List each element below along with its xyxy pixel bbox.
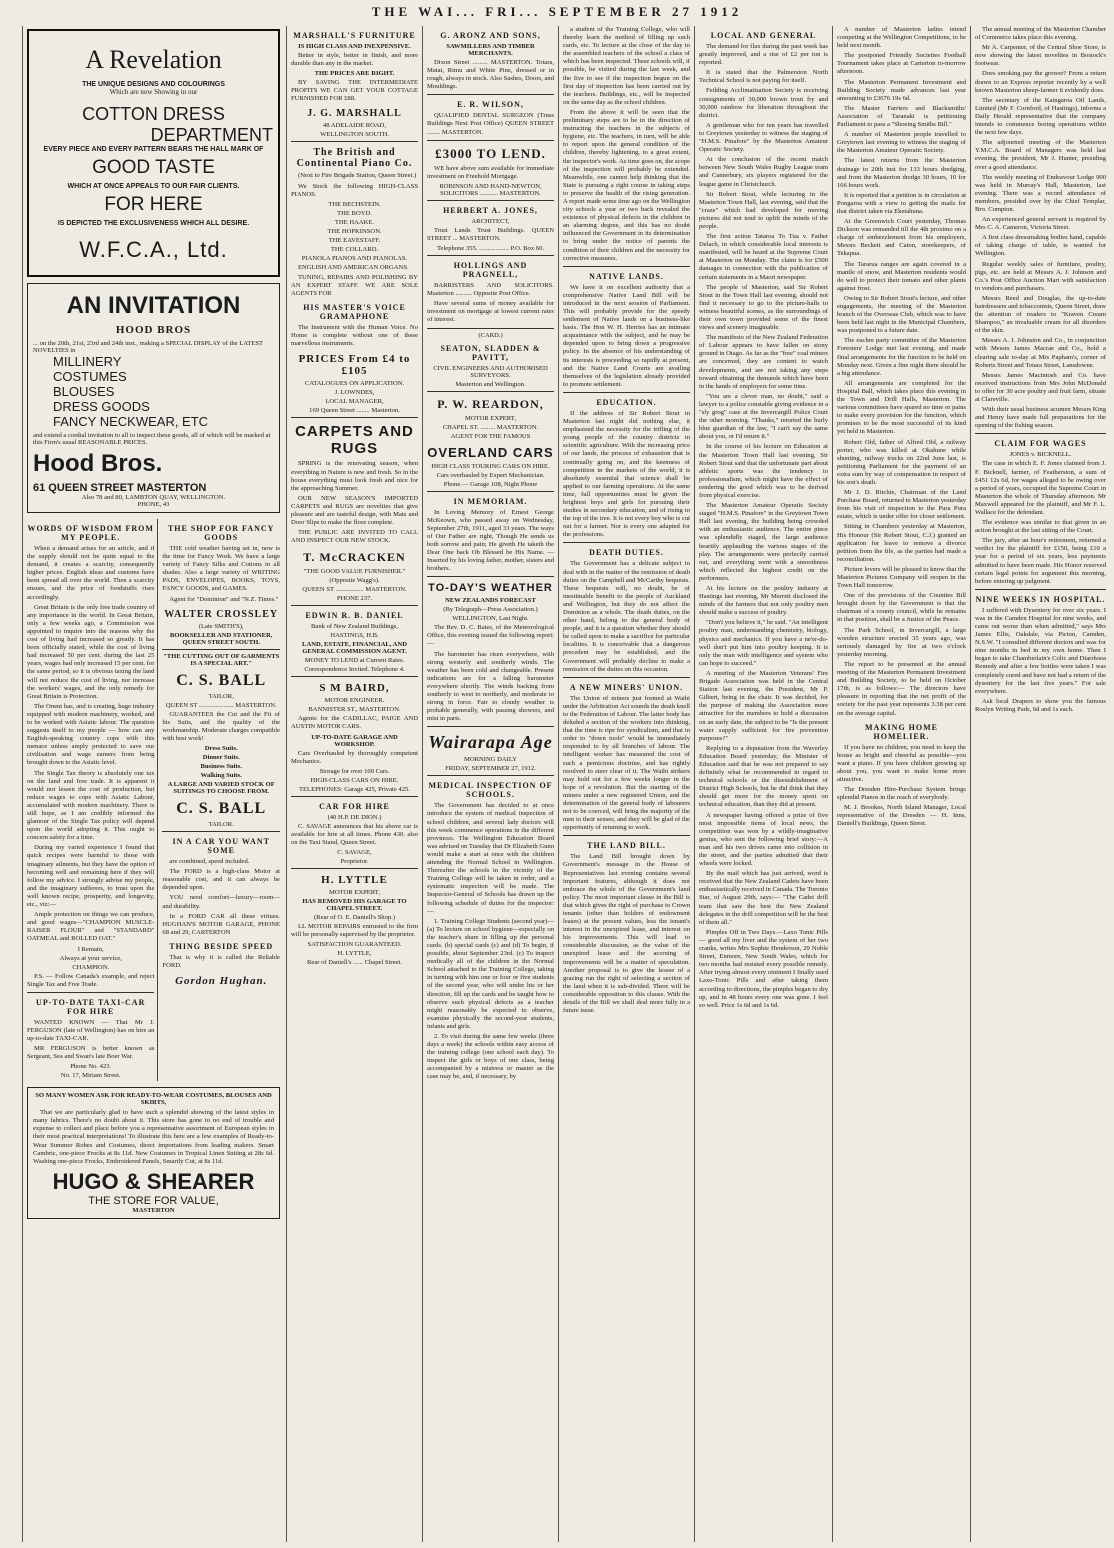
local-p18: By the mail which has just arrived, word is received that the New Zealand Cadets have been enthusiastically received in Canada. The Toronto Star, of August 29th, says:— "The Cadet drill team that saw the best the New Zealand delegates in the drill competition will be the best of them all." <box>699 870 828 926</box>
lyttle-p5: Rear of Daniell's ...... Chapel Street. <box>307 959 402 967</box>
landbill-p: The Land Bill brought down by Government's message in the House of Representatives last evening contains several important features, although it does not embrace the whole of the Government's land policy. The most important clause in the Bill is that which gives the right of purchase to Crown tenants (other than holders of endowment leases) at the present values, less the tenant's interest in the unexpired lease, and interest on his improvements. This will lead to considerable discussion, as the value of the unexpired lease and the accruing of improvements will be a matter of speculation. Another proposal is to give the lessee of a grazing run the right of selecting a section of the land when it is sub-divided. There will be considerable opposition to this clause. With the details of the Bill we shall deal more fully in a future issue. <box>563 853 690 1015</box>
ball-suit-1: Dress Suits. <box>204 745 238 753</box>
local-p10: "You are a clever man, no doubt," said a lawyer to a police constable giving evidence in a "sly grog" case at the Invercargill Police Court the other morning. "Thanks," retorted the burly blue guardian of the law, "I can't say the same about you, or I'd return it." <box>699 392 828 441</box>
ball-suit-3: Business Suits. <box>200 763 242 771</box>
invitation-item-2: COSTUMES <box>53 369 127 384</box>
piano-p3: ENGLISH AND AMERICAN ORGANS. <box>298 263 409 271</box>
col7-p9: The Tararua ranges are again covered in a mantle of snow, and Masterton residents would do well to protect their tomato and other plants against frost. <box>837 260 966 292</box>
col8-p6: The weekly meeting of Endeavour Lodge 900 was held in Murray's Hall, Masterton, last evening. There was a record attendance of members, presided over by the Chief Templar, Bro. Compton. <box>975 173 1106 213</box>
daniel-p3: LAND, ESTATE, FINANCIAL, AND GENERAL COMMISSION AGENT. <box>302 641 407 656</box>
local-p1: The demand for flax during the past week has greatly improved, and a rise of £2 per ton is reported. <box>699 43 828 67</box>
col7-p10: Owing to Sir Robert Stout's lecture, and other engagements, the meeting of the Masterton branch of the Overseas Club, which was to have been held last night in the Municipal Chambers, was postponed to a future date. <box>837 294 966 335</box>
mccracken-phone: PHONE 237. <box>336 595 373 603</box>
marshall-sub: IS HIGH CLASS AND INEXPENSIVE. <box>298 43 411 50</box>
seaton-p: CIVIL ENGINEERS AND AUTHORISED SURVEYORS. <box>433 364 548 379</box>
col7-p6: The latest returns from the Masterton drainage to 20th inst for 133 hours dredging, and from the Masterton dredge 30 hours, 10 for 166 hours work. <box>837 157 966 189</box>
daniel-p5: Correspondence Invited. Telephone 4. <box>304 666 405 674</box>
local-p3: Feilding Acclimatisation Society is receiving consignments of 30,000 brown trout fry and 30,000 rainbow for liberation throughout the district. <box>699 87 828 119</box>
death-title: DEATH DUTIES. <box>589 548 664 558</box>
miners-p: The Union of miners just formed at Waihi under the Arbitration Act sounds the death knell to the Federation of Labour. The latter body has deluded a section of the workers into thinking, that the time is ripe for syndicalism, and that in order to "down tools" would be immediately responded to by all branches of labour. The intelligent worker has measured the cost of such a pernicious doctrine, and has rightly resolved to steer clear of it. The Waihi strikers may hold out for a few weeks longer in the hope of a revolution. But the starting of the miners under a new registered Union, and the determination of the general body of labourers not to be coerced, will bring the majority of the men to their senses, and they will be glad of the opportunity of returning to work. <box>563 694 690 832</box>
revelation-good-taste: GOOD TASTE <box>92 157 215 178</box>
paper-date: FRIDAY, SEPTEMBER 27, 1912. <box>445 765 536 773</box>
hire-title: CAR FOR HIRE <box>319 801 390 811</box>
piano-address: 169 Queen Street ........ Masterton. <box>309 407 400 415</box>
col8-p3: Does smoking pay the grower? From a return drawn to an Express reporter recently by a well known Masterton sheep-farmer it evidently does. <box>975 70 1106 94</box>
carpets-title: CARPETS AND RUGS <box>295 423 414 458</box>
col7-p2: The postponed Friendly Societies Football Tournament takes place at Carterton to-morrow afternoon. <box>837 52 966 76</box>
col8-p7: An experienced general servant is required by Mrs C. A. Cameron, Victoria Street. <box>975 216 1106 232</box>
wisdom-title: WORDS OF WISDOM FROM MY PEOPLE. <box>27 524 154 542</box>
weather-title: TO-DAY'S WEATHER <box>428 582 553 595</box>
weather-sub: NEW ZEALANDS FORECAST <box>445 597 536 605</box>
education-title: EDUCATION. <box>596 397 657 407</box>
fancy-title: THE SHOP FOR FANCY GOODS <box>167 524 275 542</box>
jones-tel: Telephone 355. .................. P.O. Box 60. <box>436 245 545 253</box>
column-3 <box>286 26 422 1542</box>
col7-p3: The Masterton Permanent Investment and Building Society made advances last year amounting to £3676 19s 6d. <box>837 78 966 102</box>
marshall-name: J. G. MARSHALL <box>307 108 402 120</box>
lend-title: £3000 TO LEND. <box>435 145 546 161</box>
landbill-title: THE LAND BILL. <box>587 841 666 851</box>
reardon-big: OVERLAND CARS <box>427 444 554 460</box>
invitation-item-3: BLOUSES <box>53 384 115 399</box>
reardon-name: P. W. REARDON, <box>437 396 544 411</box>
seaton-p2: Masterton and Wellington. <box>455 380 526 388</box>
invitation-intro: ... on the 20th, 21st, 23rd and 24th inst., making a SPECIAL DISPLAY of the LATEST NOVELTIES in <box>33 340 263 354</box>
reardon-address: CHAPEL ST. ......... MASTERTON. <box>442 423 539 431</box>
claim-p: The case in which E. F. Jones claimed from J. F. Bicknell, farmer, of Featherston, a sum of £451 12s 6d, for wages alleged to be owing over a period of years, occupied the Supreme Court in Masterton the whole of Thursday afternoon. Mr Maxwell appeared for the plaintiff, and Mr F. L. Wallace for the defendant. <box>975 460 1106 516</box>
fancy-p1: THE cold weather having set in, now is the time for Fancy Work. We have a large variety of Fancy Silks and Cottons in all shades. Also a large variety of WRITING PADS, ENVELOPES, BOOKS, TOYS, FANCY GOODS, and GAMES. <box>162 545 280 593</box>
native-p: We have it on excellent authority that a comprehensive Native Land Bill will be introduced in the next session of Parliament. This will probably provide for the speedy settlement of Native lands on a business-like basis. The Hon W. H. Herries has an intimate acquaintance with the subject, and he may be depended upon to bring down a progressive policy. In the absence of his understanding of its interests is proceeding so rapidly at present, and the Native Land Courts are availing themselves of the legislation already provided to promote settlement. <box>563 283 690 388</box>
hire-name: C. SAVAGE, <box>337 849 372 856</box>
hood-bros-phone: PHONE, 43 <box>137 501 170 508</box>
claim-p3: The jury, after an hour's retirement, returned a verdict for the plaintiff for £150, being £10 a year for a period of six years, less payments admitted to have been made. His Honor reserved certain legal points for argument this morning, before entering up judgment. <box>975 537 1106 585</box>
col7-p1: A number of Masterton ladies intend competing at the Wellington Competitions, to be held next month. <box>837 26 966 50</box>
col5-p2: From the above it will be seen that the preliminary steps are to be in the direction of instructing the teachers in the subjects of hygiene, etc. The teachers, in turn, will be able to report upon the general condition of the children, thereby lightening, to a great extent, the inspector's work. As time goes on, the scope of the inspection will probably be extended. Meanwhile, one cannot help thinking that the State is pursuing a right course in taking steps to preserve the health of the rising generation. A report made some time ago on the Wellington city schools a year or two back revealed the existence of physical defects in the children in an alarming degree, and this has no doubt influenced the Government in its determination to bring under the notice of parents the condition of their children and the necessity for corrective measures. <box>563 108 690 262</box>
carpets-p3: THE PUBLIC ARE INVITED TO CALL AND INSPECT OUR NEW STOCK. <box>291 529 418 545</box>
paper-sub: MORNING DAILY <box>463 756 517 764</box>
local-p5: At the conclusion of the recent match between New South Wales Rugby League team and Canterbury, six players registered for the league game in Christchurch. <box>699 156 828 188</box>
column-6 <box>694 26 832 1542</box>
crossley-trade: BOOKSELLER AND STATIONER, QUEEN STREET SOUTH. <box>169 631 273 646</box>
invitation-title: AN INVITATION <box>66 292 241 319</box>
col8-p4: The secretary of the Kaingaroa Oil Lands, Limited (Mr F. Cornford, of Hastings), informs a Daily Herald representative that the company intends to commence boring operations within the next few days. <box>975 96 1106 137</box>
piano-item-6: THE COLLARD. <box>330 245 379 253</box>
car-p5: That is why it is called the Reliable FORD. <box>162 953 280 969</box>
column-8 <box>970 26 1110 1542</box>
baird-address: BANNISTER ST., MASTERTON. <box>308 706 401 714</box>
piano-p4: TUNING, REPAIRS AND POLISHING BY AN EXPERT STAFF. WE ARE SOLE AGENTS FOR <box>291 273 418 298</box>
seaton-tag: (CARD.) <box>478 331 503 339</box>
revelation-hallmark: EVERY PIECE AND EVERY PATTERN BEARS THE HALL MARK OF <box>43 146 264 153</box>
car-p3: YOU need comfort—luxury—room—and durability. <box>162 894 280 910</box>
piano-item-4: THE HOPKINSON. <box>327 227 382 235</box>
jones-name: HERBERT A. JONES, <box>443 205 538 215</box>
local-p17: A newspaper having offered a prize of five most impossible items of local news, the competition was won by a wildly-imaginative genius, who sent the following brief story:—A man and his two drives came into collision in the street, and the parties admitted that their wheels were locked. <box>699 811 828 868</box>
medical-p1: The Government has decided to at once introduce the system of medical inspection of school children, and several lady doctors will this week commence operations in the different provinces. The Wellington Education Board was advised on Tuesday that Dr Elizabeth Gunn would make a start at once with the children attending the Normal School in Wellington. Thereafter the schools in the vicinity of the Training College will be taken in order, and a systematic inspection will be made. The Inspector-General of Schools has drawn up the following schedule of duties for the inspector:— <box>427 802 554 915</box>
invitation-item-5: FANCY NECKWEAR, ETC <box>53 414 209 429</box>
mccracken-address: QUEEN ST ................. MASTERTON. <box>302 586 407 594</box>
piano-item-3: THE HAAKE. <box>334 218 375 226</box>
invitation-outro: and extend a cordial invitation to all to inspect these goods, all of which will be marked at this Firm's usual REASONABLE PRICES. <box>33 432 271 446</box>
local-general-title: LOCAL AND GENERAL <box>710 31 817 40</box>
car-p2: The FORD is a high-class Motor at reasonable cost, and it can always be depended upon. <box>162 868 280 892</box>
lyttle-role: MOTOR EXPERT, <box>328 889 380 896</box>
col7-p4: The Master Farriers and Blacksmiths' Association of Taranaki is petitioning Parliament to pass a "Shoeing Smiths Bill." <box>837 104 966 129</box>
invitation-item-4: DRESS GOODS <box>53 399 150 414</box>
car-p4: In a FORD CAR all these virtues. HUGHAN'S MOTOR GARAGE, PHONE 68 and 29, CARTERTON <box>162 912 280 936</box>
taxi-title: UP-TO-DATE TAXI-CAR FOR HIRE <box>36 997 146 1016</box>
lyttle-name: H. LYTTLE <box>321 874 388 886</box>
ball-suit-4: Walking Suits. <box>200 772 242 780</box>
lend-names: ROBINSON AND HAND-NEWTON, SOLICITORS ........... MASTERTON. <box>439 182 542 197</box>
local-p7: The first action Tataroa To Tua v. Father Delach, in which considerable local interests is manifested, will be heard at the Supreme Court at Masterton on Monday. The claim is for £500 damages in connection with the publication of certain statements in a Maori newspaper. <box>699 233 828 281</box>
invitation-from: HOOD BROS <box>115 324 192 336</box>
column-4 <box>422 26 558 1542</box>
weather-p2: The barometer has risen everywhere, with strong westerly and southerly winds. The weather has been cold and changeable. Present indications are for a falling barometer everywhere shortly. The winds backing from southerly to west to northerly, and moderate to strong in force. Fair to cloudy weather is probable generally, with passing showers, and mist in parts. <box>427 650 554 723</box>
local-p8: The people of Masterton, said Sir Robert Stout in the Town Hall last evening, should not find it necessary to go to the picture-halls to witness beautiful scenes, as the surroundings of their own town provided some of the finest views and scenery imaginable. <box>699 283 828 332</box>
crossley-name: WALTER CROSSLEY <box>164 608 279 620</box>
mccracken-opp: (Opposite Wagg's). <box>329 577 380 585</box>
lyttle-p: (Rear of O. E. Daniell's Shop.) <box>313 914 396 921</box>
mccracken-name: T. McCRACKEN <box>303 550 406 565</box>
wisdom-p2: Great Britain is the only free trade country of any importance in the world. In Great Britain, only a few weeks ago, a Commission was appointed to inquire into the reasons why the cost of living had increased so greatly. It has been officially stated, while the cost of living had increased 50 per cent. during the last 25 years, wages had only increased 15 per cent. for the same period, so it is obvious taxing the land will not reduce the cost of living, nor increase the workers' wages, and the only remedy for Great Britain is Protection. <box>27 603 155 700</box>
piano-manager: J. LOWNDES, <box>334 389 375 397</box>
revelation-ad <box>27 29 280 277</box>
baird-p2: UP-TO-DATE GARAGE AND WORKSHOP. <box>311 733 398 748</box>
piano-item-5: THE EAVESTAFF. <box>328 236 381 244</box>
col8-p2: Mr A. Carpenter, of the Central Shoe Store, is now showing the latest novelties in Bostock's footwear. <box>975 44 1106 68</box>
revelation-brand: W.F.C.A., Ltd. <box>79 237 228 262</box>
nine-weeks-p2: Ask local Drapers to show you the famous Roslyn Writing Pads, 6d and 1s each. <box>975 697 1106 713</box>
hugo-tag: THE STORE FOR VALUE, <box>88 1194 219 1207</box>
piano-prices: PRICES From £4 to £105 <box>298 353 411 378</box>
wilson-p: QUALIFIED DENTAL SURGEON (Truss Buildings Next Post Office) QUEEN STREET ........ MASTERTON. <box>427 112 554 136</box>
ball2-trade: TAILOR. <box>208 821 234 829</box>
paper-title: Wairarapa Age <box>428 732 553 753</box>
jones-p: Trust Lands Trust Buildings. QUEEN STREET ... MASTERTON. <box>427 226 554 242</box>
col7-p13: Robert Old, father of Alfred Old, a railway porter, who was killed at Okahune while shunting, railway trucks on 22nd June last, is petitioning Parliament for the payment of an extra sum by way of compensation in respect of his son's death. <box>837 438 966 486</box>
wisdom-p1: When a demand arises for an article, and if the supply should not be quite equal to the demand, it creates a scarcity, consequently higher prices. English ideas and customs have been spread all over the world. Then a scarcity ensues, and the price of foodstuffs rises accordingly. <box>27 545 155 601</box>
wisdom-column <box>27 519 158 1081</box>
wisdom-p3: The Onent has, and is creating, huge industry equipped with modern machinery, worked, and to be worked with Asiatic labour. The question suggests itself to my people — how can any English-speaking country cope with this menace unless amply protected to save our civilisation and wage earners from being brought down to the Asiatic level. <box>27 702 155 767</box>
marshall-p2: BY SAVING THE INTERMEDIATE PROFITS WE CAN GET YOUR COTTAGE FURNISHED FOR £88. <box>291 79 418 103</box>
piano-hmv: HIS MASTER'S VOICE GRAMAPHONE <box>303 303 406 322</box>
col8-p1: The annual meeting of the Masterton Chamber of Commerce takes place this evening. <box>975 26 1106 42</box>
piano-item-7: PIANOLA PIANOS AND PIANOLAS. <box>301 254 408 262</box>
marshall-address: 48 ADELAIDE ROAD, <box>322 122 387 130</box>
medical-p3: 2. To visit during the same few weeks (three days a week) the schools within easy access of the training college (one school each day). To inspect the girls or boys of one class, being accompanied by a mistress or master as the case may be, and, if necessary, by <box>427 1033 554 1081</box>
col7-p7: It is reported that a petition is in circulation at Pongaroa with a view to getting the mails for that district taken via Eketahuna. <box>837 191 966 215</box>
medical-p2: 1. Training College Students (second year)—(a) To lecture on school hygiene—especially on the teacher's share in filling up the personal cards. (b) special cards (c) and (d) To begin, if possible, about September 23rd. (c) To inspect medically all of the children in the Normal School attached to the Training College, taking in turning with him one or four or five students of the second year, who will under his or her direction, fill up the cards and be taught how to observe such physical defects as a teacher might reasonably be expected to observe, examine physically the second-year students, infants and girls. <box>427 917 554 1030</box>
hugo-l1: SO MANY WOMEN ASK FOR READY-TO-WEAR COSTUMES, BLOUSES AND SKIRTS, <box>35 1092 272 1107</box>
hugo-shearer-ad <box>27 1087 280 1219</box>
carpets-p2: OUR NEW SEASON'S IMPORTED CARPETS and RUGS are novelties that give pleasure and are tasteful design, with Mats and Door Slips to make the floor complete. <box>291 494 418 527</box>
column-1 <box>22 26 284 1542</box>
shop-column <box>162 519 280 1081</box>
piano-role: LOCAL MANAGER, <box>325 398 384 406</box>
baird-p5: HIGH-CLASS CARS ON HIRE. <box>310 776 399 784</box>
lend-p: WE have above sum available for immediate investment on Freehold Mortgage. <box>427 164 554 180</box>
daniel-name: EDWIN R. B. DANIEL <box>305 611 404 621</box>
col7-p11: The euchre party committee of the Masterton Foresters' Lodge met last evening, and made final arrangements for the function to be held on Monday next. Given a fine night there should be a big attendance. <box>837 337 966 377</box>
col7-p19: The report to be presented at the annual meeting of the Masterton Permanent Investment and Building Society, to be held on October 17th, is as follows:— The directors have pleasure in reporting that the net profit of the society for the past year represents 3.38 per cent on the average capital. <box>837 660 966 717</box>
col7-p18: The Park School, in Invercargill, a large wooden structure erected 35 years ago, was seriously damaged by fire at two o'clock yesterday morning. <box>837 626 966 658</box>
wisdom-p6: Ample protection on things we can produce, and good wages—"CHAMPION MUSCLE-RAISER FLOUR" and "STANDARD" OATMEAL and ROLLED OAT." <box>27 911 155 943</box>
reardon-role: MOTOR EXPERT, <box>464 414 516 422</box>
col7-p12: All arrangements are completed for the Hospital Ball, which takes place this evening in the Town and Drill Halls, Masterton. The various committees have spared no time or pains to make every provision for the function, which promises to be the most successful of its kind yet held in Masterton. <box>837 379 966 436</box>
revelation-appeals: WHICH AT ONCE APPEALS TO OUR FAIR CLIENTS. <box>67 183 240 190</box>
hire-sub: (40 H.P. DE DION.) <box>327 813 382 821</box>
col7-p14: Mr J. D. Ritchie, Chairman of the Land Purchase Board, returned to Masterton yesterday from his visit of inspection to the Pura Pura estate, which is under offer for closer settlement. <box>837 489 966 521</box>
taxi-phone: Phone No. 423. <box>70 1063 112 1071</box>
revelation-title: A Revelation <box>85 45 222 74</box>
reardon-p4: Phone.— Garage 108, Night Phone <box>443 480 538 488</box>
death-p: The Government has a delicate subject to deal with in the matter of the remission of death duties on the Campbell and McCarthy bequests. These bequests will, no doubt, be of inestimable benefit to the people of Auckland and Wellington, but they do not affect the Dominion as a whole. The death duties, on the other hand, belong to the general body of people, and it is a question whether they should be called upon to make a sacrifice for particular localities. It is conceivable that a dangerous precedent may be established, and the Government will probably decline to make a remission of the duties on this occasion. <box>563 560 690 673</box>
wisdom-sig-3: CHAMPION. <box>72 963 110 971</box>
daniel-p2: HASTINGS, H.B. <box>330 632 379 640</box>
invitation-ad <box>27 283 280 513</box>
miners-title: A NEW MINERS' UNION. <box>569 682 684 692</box>
local-p14: "Don't you believe it," he said. "An intelligent poultry man, understanding chemistry, biology, physics and mechanics. If you have a ne'er-do-well don't put him into poultry keeping. It is only the man with intelligence and system who can hope to succeed." <box>699 619 828 667</box>
hood-bros-brand: Hood Bros. <box>33 450 163 477</box>
weather-p1: The Rev. D. C. Bates, of the Meteorological Office, this evening issued the following report:— <box>427 624 554 648</box>
revelation-exclusiveness: IS DEPICTED THE EXCLUSIVENESS WHICH ALL DESIRE. <box>57 220 250 227</box>
local-p12: The Masterton Amateur Operatic Society staged "H.M.S. Pinafore" in the Greytown Town Hall last evening, the building being crowded with an enthusiastic audience. The entire piece was splendidly staged, the large audience heartily applauding the various stages of the play. The arrangements were perfectly carried out, and everything went with a smoothness which reflected the highest credit on the performers. <box>699 502 828 582</box>
baird-p4: Storage for over 100 Cars. <box>319 767 390 775</box>
baird-name: S M BAIRD, <box>319 682 390 695</box>
col7-p17: One of the provisions of the Counties Bill brought down by the Government is that the chairman of a county council, while he remains in that position, shall be a Justice of the Peace. <box>837 592 966 624</box>
wisdom-p4: The Single Tax theory is absolutely one tax on the land and free trade. It is apparent it would not lessen the cost of production, but reduce wages to cope with Asiatic Labour, accumulated with modern machinery. There is still hope, as I am credibly informed the glamour of the Single Tax policy will depend upon the world adopting it. This ought to concern safety for a time. <box>27 769 155 842</box>
col8-p8: A first class dressmaking bodies hand, capable of taking charge of table, is wanted for Wellington. <box>975 234 1106 258</box>
hire-p: C. SAVAGE announces that his above car is available for hire at all times. Phone 430. also on the Taxi Stand, Queen Street. <box>291 822 418 846</box>
ball-p: GUARANTEES the Cut and the Fit of his Suits, and the quality of the workmanship. Moderate charges compatible with best work! <box>162 710 280 742</box>
taxi-address: No. 17, Miriam Street. <box>60 1072 121 1080</box>
local-p9: The manifesto of the New Zealand Federation of Labour appears to have fallen on stony ground in Otago. As far as the "free" coal miners are concerned, they are content to watch developments, and are not taking any steps toward obtaining the demands which have been in the hands of employers for some time. <box>699 334 828 390</box>
car-slogan: THING BESIDE SPEED <box>169 941 274 951</box>
col8-p9: Regular weekly sales of furniture, poultry, pigs, etc. are held at Messrs A. J. Johnson and Co.'s Post Office Auction Mart with satisfaction to vendors and purchasers. <box>975 260 1106 292</box>
col7-p16: Picture lovers will be pleased to know that the Masterton Pictures Company will reopen in the Town Hall tomorrow. <box>837 565 966 590</box>
memoriam-p: In Loving Memory of Ernest George McKeown, who passed away on Wednesday, September 27th, 1911, aged 33 years. The ways of Our Father are right, Though He sends us both sorrow and pain; He giveth He taketh the Dear One back Oh Blessed be His Name. — Inserted by his loving father, mother, sisters and brothers. <box>427 508 554 573</box>
marshall-p1: Better in style, better in finish, and more durable than any in the market. <box>291 52 418 68</box>
column-5 <box>558 26 694 1542</box>
car-title: IN A CAR YOU WANT SOME <box>172 837 270 856</box>
local-p2: It is stated that the Palmerston North Technical School is not paying for itself. <box>699 69 828 85</box>
col7-p23: M. J. Brookes, North Island Manager, Local representative of the Dresden — H. Inns, Daniell's Buildings, Queen Street. <box>837 804 966 828</box>
col7-p22: The Dresden Hire-Purchase System brings splendid Pianos in the reach of everybody. <box>837 786 966 802</box>
reardon-p2: HIGH CLASS TOURING CARS ON HIRE. <box>431 462 550 470</box>
medical-title: MEDICAL INSPECTION OF SCHOOLS. <box>428 781 553 800</box>
col7-p15: Sitting in Chambers yesterday at Masterton, His Honour (Sir Robert Stout, C.J.) granted an application for leave to remove a divorce petition from the file, as the parties had made a reconciliation. <box>837 523 966 563</box>
piano-catalogues: CATALOGUES ON APPLICATION. <box>304 380 405 388</box>
nine-weeks-p: I suffered with Dysentery for over six years. I was in the Camden Hospital for nine weeks, and came out worse than when admitted," says Mrs James Ellis, Oakdale, via Picton, Camden, N.S.W. "I consulted different doctors and was for nine months in bed in my own home. Then I began to take Chamberlain's Colic and Diarrhoea Remedy and after a few bottles were taken I was completely cured and have not had a return of the dysentery for the last five years." For sale everywhere. <box>975 606 1106 695</box>
wilson-name: E. R. WILSON, <box>457 100 524 110</box>
revelation-department: DEPARTMENT <box>150 125 273 145</box>
local-p19: Pimples Off in Two Days.—Laxo Tonic Pills — good all my liver and the system of her two cranks, writes Mrs Sophie Henderson, 29 Noble Street, Enmore, New South Wales, which for two months had resisted every possible remedy. After trying almost every ointment I finally used Laxo-Tonic Pills and after taking them according to directions, the pimples began to dry up, and in 48 hours every one was gone. I feel so well. Price 1s 6d and 1s 6d. <box>699 928 828 1009</box>
col8-p12: Messrs James Macintosh and Co. have received instructions from Mrs John McDonald to offer for 30 acre poultry and fruit farm, situate at Clareville. <box>975 371 1106 404</box>
local-p4: A gentleman who for ten years has travelled to Greytown yesterday to witness the staging of "H.M.S. Pinafore" by the Masterton Amateur Operatic Society. <box>699 121 828 154</box>
seaton-name: SEATON, SLADDEN & PAVITT, <box>440 343 541 362</box>
hollings-name: HOLLINGS AND PRAGNELL, <box>453 261 528 280</box>
ball2-name: C. S. BALL <box>176 800 267 818</box>
piano-p5: The Instrument with the Human Voice. No Home is complete without one of these marvellous instruments. <box>291 324 418 348</box>
lyttle-p4: H. LYTTLE, <box>337 950 372 958</box>
nine-weeks-title: NINE WEEKS IN HOSPITAL. <box>975 594 1106 604</box>
saw-p: Dixon Street ......... MASTERTON. Totara, Matai, Rimu and White Pine, dressed or in rough, always in stock. Also Sashes, Doors, and Mouldings. <box>427 59 554 91</box>
hugo-p: That we are particularly glad to have such a splendid showing of the latest styles in many fabrics. There's no doubt about it. This store has gone to no end of trouble and expense to collect and place before you a representative assortment of European styles in their most practical interpretations! To illustrate this here are a few examples of Ready-to-Wear Summer Robes and Costumes, direct importations from leading makers. Smart Cambric, one-piece Frocks at 8s 11d. New Costumes in Tropical Linen Suiting at 28s 6d. Washing one-piece Frocks, Embroidered Panels, Smartly Cut, at 8s 11d. <box>33 1109 274 1165</box>
local-p13: At his lecture on the poultry industry at Hastings last evening, Mr Merrett disclosed the minds of the farmers that not only poultry men should make a success of poultry. <box>699 585 828 617</box>
col8-p13: With their usual business acumen Messrs King and Henry have made full preparations for the opening of the fishing season. <box>975 406 1106 430</box>
daniel-p4: MONEY TO LEND at Current Rates. <box>304 657 405 665</box>
car-p1: are combined, speed included. <box>169 858 250 866</box>
hugo-town: MASTERTON <box>132 1206 175 1214</box>
ball-suit-2: Dinner Suits. <box>202 754 240 762</box>
baird-role: MOTOR ENGINEER. <box>324 697 385 705</box>
reardon-p3: Cars overhauled by Expert Mechanician. <box>436 471 545 479</box>
wisdom-ps: P.S. — Follow Canada's example, and reject Single Tax and Free Trade. <box>27 972 155 988</box>
hire-role: Proprietor. <box>340 858 369 865</box>
revelation-sub: THE UNIQUE DESIGNS AND COLOURINGS <box>82 81 225 88</box>
local-p15: A meeting of the Masterton Veterans' Fire Brigade Association was held in the Central Station last evening, the President, Mr P. Gilbert, being in the chair. It was decided, for the purpose of making the Association more attractive for the members to hold a discussion on an early date, the subject to be "Is the present water supply sufficient for fire prevention purposes?" <box>699 669 828 742</box>
reardon-p: AGENT FOR THE FAMOUS <box>450 432 531 440</box>
piano-item-1: THE BECHSTEIN. <box>328 200 381 208</box>
weather-sub2: (By Telegraph—Press Association.) <box>443 606 538 614</box>
saw-name: G. ARONZ AND SONS, <box>440 31 541 40</box>
masthead: THE WAI... FRI... SEPTEMBER 27 1912 <box>371 4 743 19</box>
col8-p11: Messrs A. J. Johnston and Co., in conjunction with Messrs James Macrae and Co., hold a clearing sale to-day at Mrs Papham's, corner of Roberts Street and Totara Street, Lansdowne. <box>975 337 1106 369</box>
hollings-p: BARRISTERS AND SOLICITORS. Masterton .......... Opposite Post Office. <box>427 282 554 298</box>
claim-title: CLAIM FOR WAGES <box>994 439 1087 449</box>
ball-head: "THE CUTTING OUT OF GARMENTS IS A SPECIAL ART." <box>163 652 280 667</box>
baird-p1: Agents for the CADILLAC, PAIGE AND AUSTIN MOTOR CARS. <box>291 715 418 731</box>
claim-sub: JONES v. BICKNELL. <box>1009 451 1072 459</box>
col8-p5: The adjourned meeting of the Masterton Y.M.C.A. Board of Managers was held last evening, the president, Mr J. Hunter, presiding over a good attendance. <box>975 139 1106 171</box>
piano-item-2: THE BOYD. <box>337 209 372 217</box>
wisdom-sig-2: Always at your service, <box>59 954 122 962</box>
crossley-late: (Late SMITH'S), <box>198 622 244 630</box>
col8-p10: Messrs Reed and Douglas, the up-to-date hairdressers and tobacconists, Queen Street, draw the attention of readers to "Kraven Cream Shampoo," an invaluable cream for all disorders of the skin. <box>975 294 1106 335</box>
education-p: If the address of Sir Robert Stout in Masterton last night did nothing else, it emphasised the necessity for the trifling of the young people of the country districts in scientific agriculture. With the increasing price of our lands, the process of exhaustion that is continually going on, and the keenness of competition in the markets of the world, it is absolutely essential that science shall be applied to our farming operations. At the same time, full opportunities must be given the brightest boys and girls for pursuing their studies in secondary education, and of rising to the top of the tree. It is not every boy who is cut out for a farmer. Nor is every one adapted for the professions. <box>563 409 690 539</box>
memoriam-title: IN MEMORIAM. <box>453 496 528 506</box>
fancy-p2: Agent for "Dominion" and "N.Z. Times." <box>169 595 279 603</box>
invitation-item-1: MILLINERY <box>53 354 122 369</box>
hughan-name: Gordon Hughan. <box>175 975 268 988</box>
baird-p3: Cars Overhauled by thoroughly competent Mechanics. <box>291 749 418 765</box>
hugo-brand: HUGO & SHEARER <box>52 1168 255 1194</box>
native-title: NATIVE LANDS. <box>589 271 664 281</box>
weather-loc: WELLINGTON, Last Night. <box>452 615 529 623</box>
marshall-title: MARSHALL'S FURNITURE <box>293 31 416 40</box>
column-7 <box>832 26 970 1542</box>
saw-role: SAWMILLERS AND TIMBER MERCHANTS. <box>446 43 535 57</box>
ball-trade: TAILOR, <box>208 692 234 700</box>
local-p16: Replying to a deputation from the Waverley Education Board yesterday, the Minister of Education said that he was not prepared to say definitely what he recommended in regard to technical schools or the disestablishment of District High Schools, but he did think that they should get more for the money spent on technical education, than they did at present. <box>699 744 828 809</box>
hood-bros-address-2: Also 78 and 80, LAMBTON QUAY, WELLINGTON. <box>81 494 226 501</box>
local-p11: In the course of his lecture on Education at the Masterton Town Hall last evening, Sir Robert Stout said that the unfortunate part about athletic sports was the tendency to professionalism, which might have the effect of rendering the good which was to be derived from physical exercise. <box>699 443 828 499</box>
hood-bros-address: 61 QUEEN STREET MASTERTON <box>33 482 207 494</box>
marshall-prices: THE PRICES ARE RIGHT. <box>314 70 395 78</box>
ball-name: C. S. BALL <box>176 671 267 689</box>
local-p6: Sir Robert Stout, while lecturing in the Masterton Town Hall, last evening, said that the "craze" which had developed for moving pictures did not tend to uplift the minds of the people. <box>699 190 828 230</box>
hollings-p2: Have several sums of money available for investment on mortgage at lowest current rates of interest. <box>427 300 554 324</box>
lyttle-p2: LL MOTOR REPAIRS entrusted to the firm will be personally supervised by the proprietor. <box>291 923 418 939</box>
ball-address: QUEEN ST ..................... MASTERTON. <box>165 701 277 709</box>
taxi-p1: WANTED KNOWN — That Mr J. FERGUSON (late of Wellington) has on hire an up-to-date TAXI-CAR. <box>27 1018 155 1042</box>
piano-title: The British and Continental Piano Co. <box>296 147 413 170</box>
baird-tel: TELEPHONES: Garage 425, Private 425. <box>299 785 410 793</box>
col7-p8: At the Greenwich Court yesterday, Thomas Dickson was remanded till the 4th proximo on a charge of embezzlement from his employers, Messrs Beckett and Caton, storekeepers, of Tekapua. <box>837 218 966 258</box>
piano-p1: (Next to Fire Brigade Station, Queen Street.) <box>298 172 417 180</box>
jones-role: ARCHITECT, <box>471 217 510 225</box>
carpets-p1: SPRING is the renovating season, when everything in Nature is new and fresh. So in the house everything must look fresh and nice for the approaching Summer. <box>291 460 418 492</box>
claim-p2: The evidence was similar to that given in an action brought at the last sitting of the Court. <box>975 519 1106 535</box>
wisdom-sig-1: I Remain, <box>77 945 104 953</box>
wisdom-p5: During my varied experience I found that quick recipes were harmful to those with imaginary ailments, but they have the option of becoming well and remaining here if they will follow my advice. I strongly advise my people, and the imaginary sufferers, to trust upon the well known recipe, prosperity, and longevity, etc., viz:— <box>27 844 155 909</box>
revelation-cotton: COTTON DRESS <box>82 104 225 124</box>
col7-p21: If you have no children, you need to keep the house as bright and cheerful as possible—you want a piano. If you have children growing up about you, you want to make home more attractive. <box>837 743 966 783</box>
homelier-title: MAKING HOME HOMELIER. <box>865 722 938 741</box>
col7-p5: A number of Masterton people travelled to Greytown last evening to witness the staging of the Masterton Amateur Operatic Society. <box>837 131 966 155</box>
taxi-p2: MR FERGUSON is better known as Sergeant, Sea and Swan's late Boer War. <box>27 1044 155 1061</box>
ball2-head: A LARGE AND VARIED STOCK OF SUITINGS TO CHOOSE FROM. <box>167 781 275 796</box>
lyttle-p3: SATISFACTION GUARANTEED. <box>307 941 402 949</box>
revelation-sub2: Which are now Showing in our <box>109 88 198 96</box>
daniel-p1: Bank of New Zealand Buildings, <box>311 623 398 631</box>
lyttle-sub: HAS REMOVED HIS GARAGE TO CHAPEL STREET. <box>302 898 407 912</box>
revelation-for-here: FOR HERE <box>104 194 203 215</box>
col5-p1: a student of the Training College, who will thereby learn the method of filling up such cards, etc. To lecture at the close of the day to the assembled teachers of the school a class of which has been inspected. These schools will, if possible, be visited during the last week, and the five to see if the inspection begun on the first day of inspection has been carried out by the teachers. Buildings, etc., will be inspected on the same day as the school children. <box>563 26 690 106</box>
piano-p2: We Stock the following HIGH-CLASS PIANOS. <box>291 182 418 198</box>
marshall-town: WELLINGTON SOUTH. <box>320 131 389 139</box>
mccracken-slogan: "THE GOOD VALUE FURNISHER." <box>303 568 406 576</box>
